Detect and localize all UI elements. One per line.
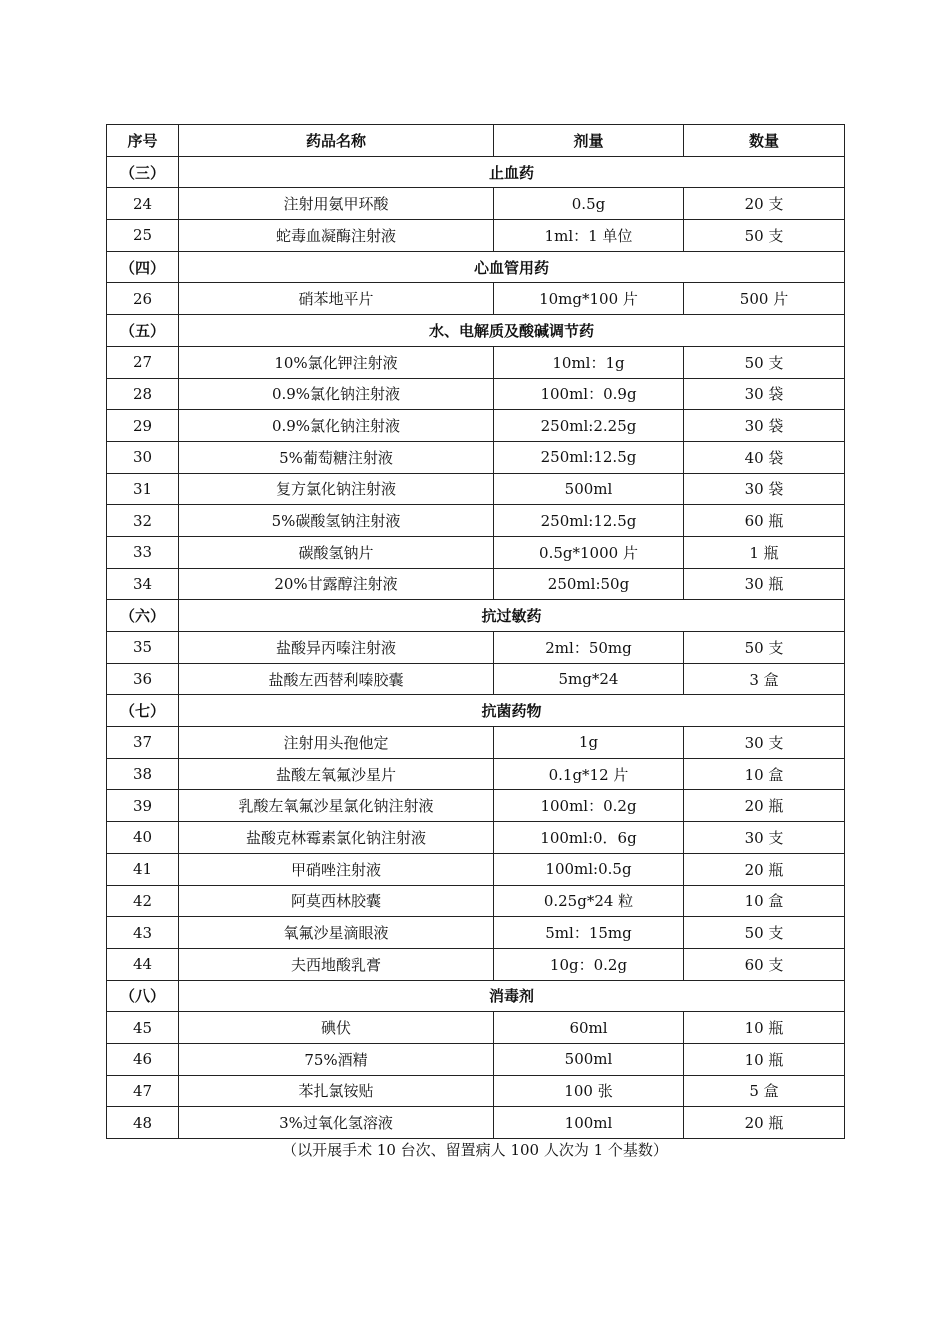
cell-qty: 30 袋 (684, 378, 845, 410)
cell-seq: 31 (107, 473, 179, 505)
cell-dose: 250ml:12.5g (494, 441, 684, 473)
cell-name: 蛇毒血凝酶注射液 (179, 220, 494, 252)
cell-name: 盐酸左氧氟沙星片 (179, 758, 494, 790)
section-seq: （三） (107, 156, 179, 188)
table-row (107, 188, 845, 220)
cell-name: 20%甘露醇注射液 (179, 568, 494, 600)
cell-dose: 100 张 (494, 1075, 684, 1107)
cell-dose: 5ml：15mg (494, 917, 684, 949)
table-row (107, 1075, 845, 1107)
cell-qty: 50 支 (684, 346, 845, 378)
section-seq: （八） (107, 980, 179, 1012)
table-row (107, 410, 845, 442)
cell-qty: 1 瓶 (684, 536, 845, 568)
cell-name: 苯扎氯铵贴 (179, 1075, 494, 1107)
cell-seq: 25 (107, 220, 179, 252)
table-row (107, 758, 845, 790)
table-row (107, 917, 845, 949)
cell-name: 注射用头孢他定 (179, 727, 494, 759)
table-row (107, 1107, 845, 1139)
table-row (107, 505, 845, 537)
cell-seq: 40 (107, 822, 179, 854)
table-row (107, 441, 845, 473)
cell-qty: 10 瓶 (684, 1043, 845, 1075)
cell-qty: 40 袋 (684, 441, 845, 473)
table-row (107, 948, 845, 980)
cell-qty: 60 支 (684, 948, 845, 980)
cell-seq: 29 (107, 410, 179, 442)
section-title: 抗过敏药 (179, 600, 845, 632)
cell-seq: 46 (107, 1043, 179, 1075)
table-row (107, 473, 845, 505)
table-row (107, 790, 845, 822)
section-row (107, 156, 845, 188)
cell-name: 氧氟沙星滴眼液 (179, 917, 494, 949)
section-seq: （六） (107, 600, 179, 632)
cell-qty: 3 盒 (684, 663, 845, 695)
cell-dose: 0.5g (494, 188, 684, 220)
table-row (107, 378, 845, 410)
cell-dose: 100ml:0．6g (494, 822, 684, 854)
section-row (107, 315, 845, 347)
section-seq: （七） (107, 695, 179, 727)
cell-dose: 60ml (494, 1012, 684, 1044)
cell-dose: 10ml：1g (494, 346, 684, 378)
table-row (107, 632, 845, 664)
cell-name: 75%酒精 (179, 1043, 494, 1075)
cell-dose: 250ml:2.25g (494, 410, 684, 442)
cell-qty: 50 支 (684, 632, 845, 664)
cell-name: 碳酸氢钠片 (179, 536, 494, 568)
table-row (107, 822, 845, 854)
section-seq: （五） (107, 315, 179, 347)
cell-seq: 28 (107, 378, 179, 410)
table-row (107, 536, 845, 568)
cell-qty: 500 片 (684, 283, 845, 315)
cell-name: 盐酸克林霉素氯化钠注射液 (179, 822, 494, 854)
cell-qty: 60 瓶 (684, 505, 845, 537)
cell-qty: 30 瓶 (684, 568, 845, 600)
table-row (107, 853, 845, 885)
cell-dose: 250ml:12.5g (494, 505, 684, 537)
footnote: （以开展手术 10 台次、留置病人 100 人次为 1 个基数） (282, 1141, 668, 1159)
cell-dose: 500ml (494, 473, 684, 505)
cell-dose: 100ml:0.5g (494, 853, 684, 885)
header-qty: 数量 (684, 125, 845, 157)
section-title: 水、电解质及酸碱调节药 (179, 315, 845, 347)
cell-seq: 44 (107, 948, 179, 980)
section-row (107, 251, 845, 283)
cell-dose: 500ml (494, 1043, 684, 1075)
cell-qty: 20 瓶 (684, 1107, 845, 1139)
cell-seq: 37 (107, 727, 179, 759)
section-row (107, 695, 845, 727)
cell-qty: 50 支 (684, 220, 845, 252)
cell-seq: 48 (107, 1107, 179, 1139)
cell-seq: 39 (107, 790, 179, 822)
section-title: 止血药 (179, 156, 845, 188)
cell-seq: 32 (107, 505, 179, 537)
cell-qty: 10 盒 (684, 885, 845, 917)
cell-name: 5%葡萄糖注射液 (179, 441, 494, 473)
cell-seq: 35 (107, 632, 179, 664)
cell-dose: 5mg*24 (494, 663, 684, 695)
cell-name: 3%过氧化氢溶液 (179, 1107, 494, 1139)
header-dose: 剂量 (494, 125, 684, 157)
cell-dose: 1ml：1 单位 (494, 220, 684, 252)
table-body (107, 156, 845, 1138)
cell-name: 10%氯化钾注射液 (179, 346, 494, 378)
cell-dose: 10g：0.2g (494, 948, 684, 980)
cell-qty: 30 支 (684, 822, 845, 854)
table-row (107, 1012, 845, 1044)
table-row (107, 885, 845, 917)
table-header-row (107, 125, 845, 157)
table-row (107, 568, 845, 600)
table-row (107, 220, 845, 252)
cell-seq: 36 (107, 663, 179, 695)
cell-dose: 0.25g*24 粒 (494, 885, 684, 917)
cell-seq: 30 (107, 441, 179, 473)
cell-qty: 10 盒 (684, 758, 845, 790)
cell-dose: 2ml：50mg (494, 632, 684, 664)
table-row (107, 663, 845, 695)
cell-qty: 20 瓶 (684, 790, 845, 822)
cell-seq: 27 (107, 346, 179, 378)
cell-dose: 0.1g*12 片 (494, 758, 684, 790)
cell-name: 夫西地酸乳膏 (179, 948, 494, 980)
cell-name: 注射用氨甲环酸 (179, 188, 494, 220)
cell-dose: 1g (494, 727, 684, 759)
cell-name: 盐酸左西替利嗪胶囊 (179, 663, 494, 695)
cell-name: 碘伏 (179, 1012, 494, 1044)
cell-qty: 20 瓶 (684, 853, 845, 885)
table-row (107, 1043, 845, 1075)
header-name: 药品名称 (179, 125, 494, 157)
cell-seq: 42 (107, 885, 179, 917)
cell-seq: 34 (107, 568, 179, 600)
section-title: 消毒剂 (179, 980, 845, 1012)
cell-qty: 30 支 (684, 727, 845, 759)
cell-qty: 30 袋 (684, 473, 845, 505)
cell-qty: 5 盒 (684, 1075, 845, 1107)
cell-name: 甲硝唑注射液 (179, 853, 494, 885)
cell-name: 0.9%氯化钠注射液 (179, 410, 494, 442)
cell-qty: 30 袋 (684, 410, 845, 442)
cell-name: 5%碳酸氢钠注射液 (179, 505, 494, 537)
cell-name: 硝苯地平片 (179, 283, 494, 315)
section-row (107, 600, 845, 632)
cell-name: 阿莫西林胶囊 (179, 885, 494, 917)
section-seq: （四） (107, 251, 179, 283)
cell-seq: 38 (107, 758, 179, 790)
cell-name: 0.9%氯化钠注射液 (179, 378, 494, 410)
cell-qty: 10 瓶 (684, 1012, 845, 1044)
table-row (107, 283, 845, 315)
cell-name: 复方氯化钠注射液 (179, 473, 494, 505)
table-row (107, 346, 845, 378)
header-seq: 序号 (107, 125, 179, 157)
cell-dose: 100ml (494, 1107, 684, 1139)
cell-dose: 100ml：0.9g (494, 378, 684, 410)
cell-seq: 45 (107, 1012, 179, 1044)
cell-name: 盐酸异丙嗪注射液 (179, 632, 494, 664)
cell-dose: 10mg*100 片 (494, 283, 684, 315)
cell-seq: 24 (107, 188, 179, 220)
cell-seq: 41 (107, 853, 179, 885)
cell-seq: 26 (107, 283, 179, 315)
cell-dose: 100ml：0.2g (494, 790, 684, 822)
section-row (107, 980, 845, 1012)
drug-list-table (106, 124, 845, 1139)
cell-name: 乳酸左氧氟沙星氯化钠注射液 (179, 790, 494, 822)
section-title: 心血管用药 (179, 251, 845, 283)
cell-qty: 50 支 (684, 917, 845, 949)
cell-seq: 47 (107, 1075, 179, 1107)
cell-dose: 0.5g*1000 片 (494, 536, 684, 568)
cell-qty: 20 支 (684, 188, 845, 220)
table-row (107, 727, 845, 759)
section-title: 抗菌药物 (179, 695, 845, 727)
cell-seq: 33 (107, 536, 179, 568)
cell-dose: 250ml:50g (494, 568, 684, 600)
cell-seq: 43 (107, 917, 179, 949)
